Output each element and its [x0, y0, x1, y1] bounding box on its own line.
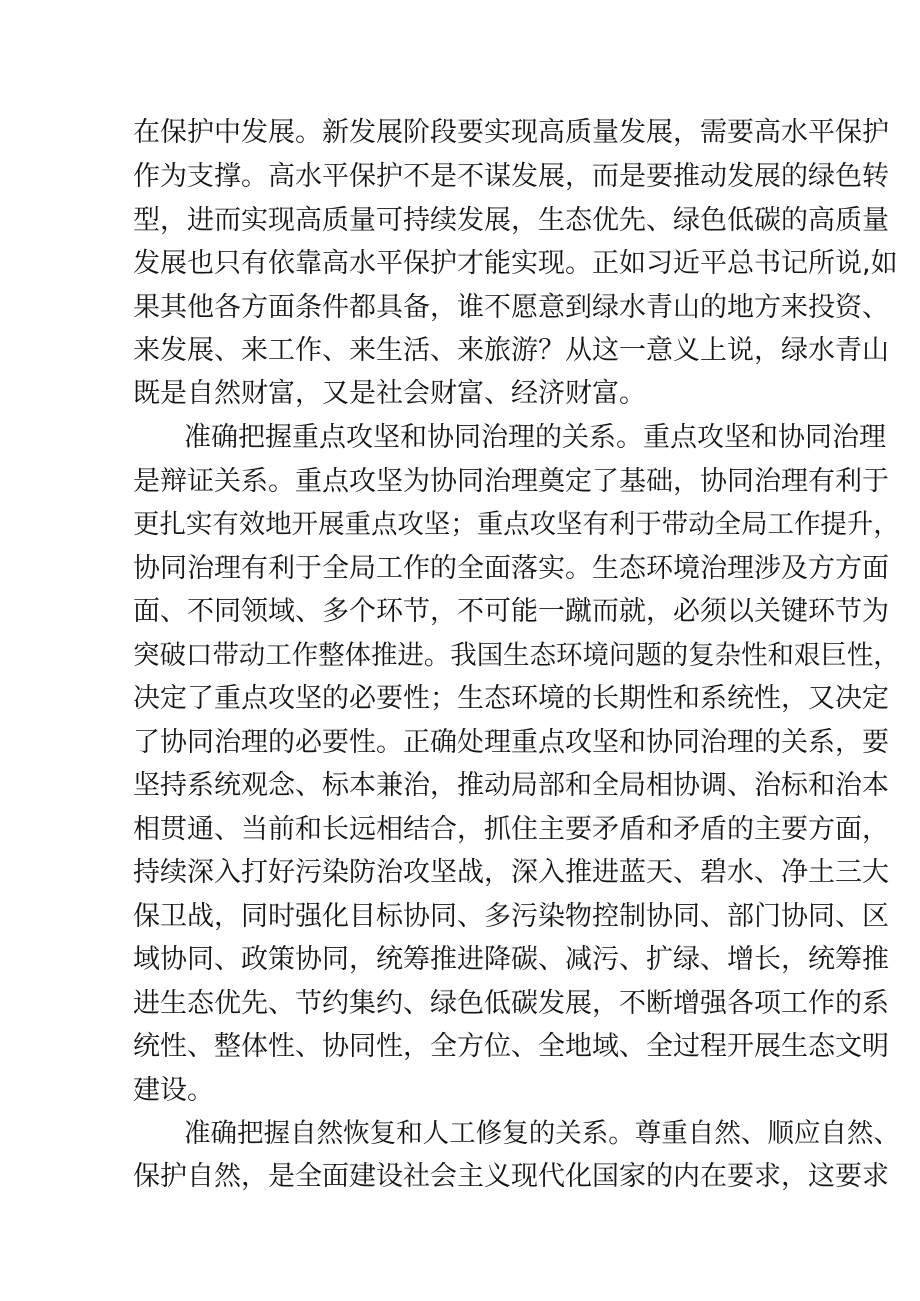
paragraph-2-line-2: 是辩证关系。重点攻坚为协同治理奠定了基础，协同治理有利于: [133, 466, 889, 497]
paragraph-1-line-5: 果其他各方面条件都具备，谁不愿意到绿水青山的地方来投资、: [133, 292, 889, 323]
paragraph-2-line-14: 进生态优先、节约集约、绿色低碳发展，不断增强各项工作的系: [133, 988, 889, 1019]
paragraph-1-line-2: 作为支撑。高水平保护不是不谋发展，而是要推动发展的绿色转: [133, 161, 889, 192]
paragraph-3-line-2: 保护自然，是全面建设社会主义现代化国家的内在要求，这要求: [133, 1161, 889, 1192]
paragraph-2-line-12: 保卫战，同时强化目标协同、多污染物控制协同、部门协同、区: [133, 901, 889, 932]
paragraph-2-line-16: 建设。: [133, 1075, 214, 1106]
paragraph-1-line-6: 来发展、来工作、来生活、来旅游？从这一意义上说，绿水青山: [133, 335, 889, 366]
paragraph-2-line-7: 决定了重点攻坚的必要性；生态环境的长期性和系统性，又决定: [133, 683, 889, 714]
paragraph-2-line-15: 统性、整体性、协同性，全方位、全地域、全过程开展生态文明: [133, 1031, 889, 1062]
paragraph-1-line-4: 发展也只有依靠高水平保护才能实现。正如习近平总书记所说,如: [133, 248, 898, 279]
paragraph-2-line-10: 相贯通、当前和长远相结合，抓住主要矛盾和矛盾的主要方面，: [133, 814, 889, 845]
paragraph-3-line-1: 准确把握自然恢复和人工修复的关系。尊重自然、顺应自然、: [184, 1118, 900, 1149]
paragraph-2-line-5: 面、不同领域、多个环节，不可能一蹴而就，必须以关键环节为: [133, 596, 889, 627]
paragraph-1-line-1: 在保护中发展。新发展阶段要实现高质量发展，需要高水平保护: [133, 117, 889, 148]
paragraph-2-line-11: 持续深入打好污染防治攻坚战，深入推进蓝天、碧水、净土三大: [133, 857, 889, 888]
paragraph-2-line-1: 准确把握重点攻坚和协同治理的关系。重点攻坚和协同治理: [184, 422, 886, 453]
paragraph-2-line-8: 了协同治理的必要性。正确处理重点攻坚和协同治理的关系，要: [133, 727, 889, 758]
paragraph-2-line-13: 域协同、政策协同，统筹推进降碳、减污、扩绿、增长，统筹推: [133, 944, 889, 975]
paragraph-2-line-3: 更扎实有效地开展重点攻坚；重点攻坚有利于带动全局工作提升，: [133, 509, 900, 540]
paragraph-2-line-9: 坚持系统观念、标本兼治，推动局部和全局相协调、治标和治本: [133, 770, 889, 801]
paragraph-1-line-3: 型，进而实现高质量可持续发展，生态优先、绿色低碳的高质量: [133, 205, 889, 236]
paragraph-1-line-7: 既是自然财富，又是社会财富、经济财富。: [133, 378, 646, 409]
paragraph-2-line-6: 突破口带动工作整体推进。我国生态环境问题的复杂性和艰巨性，: [133, 640, 900, 671]
paragraph-2-line-4: 协同治理有利于全局工作的全面落实。生态环境治理涉及方方面: [133, 553, 889, 584]
